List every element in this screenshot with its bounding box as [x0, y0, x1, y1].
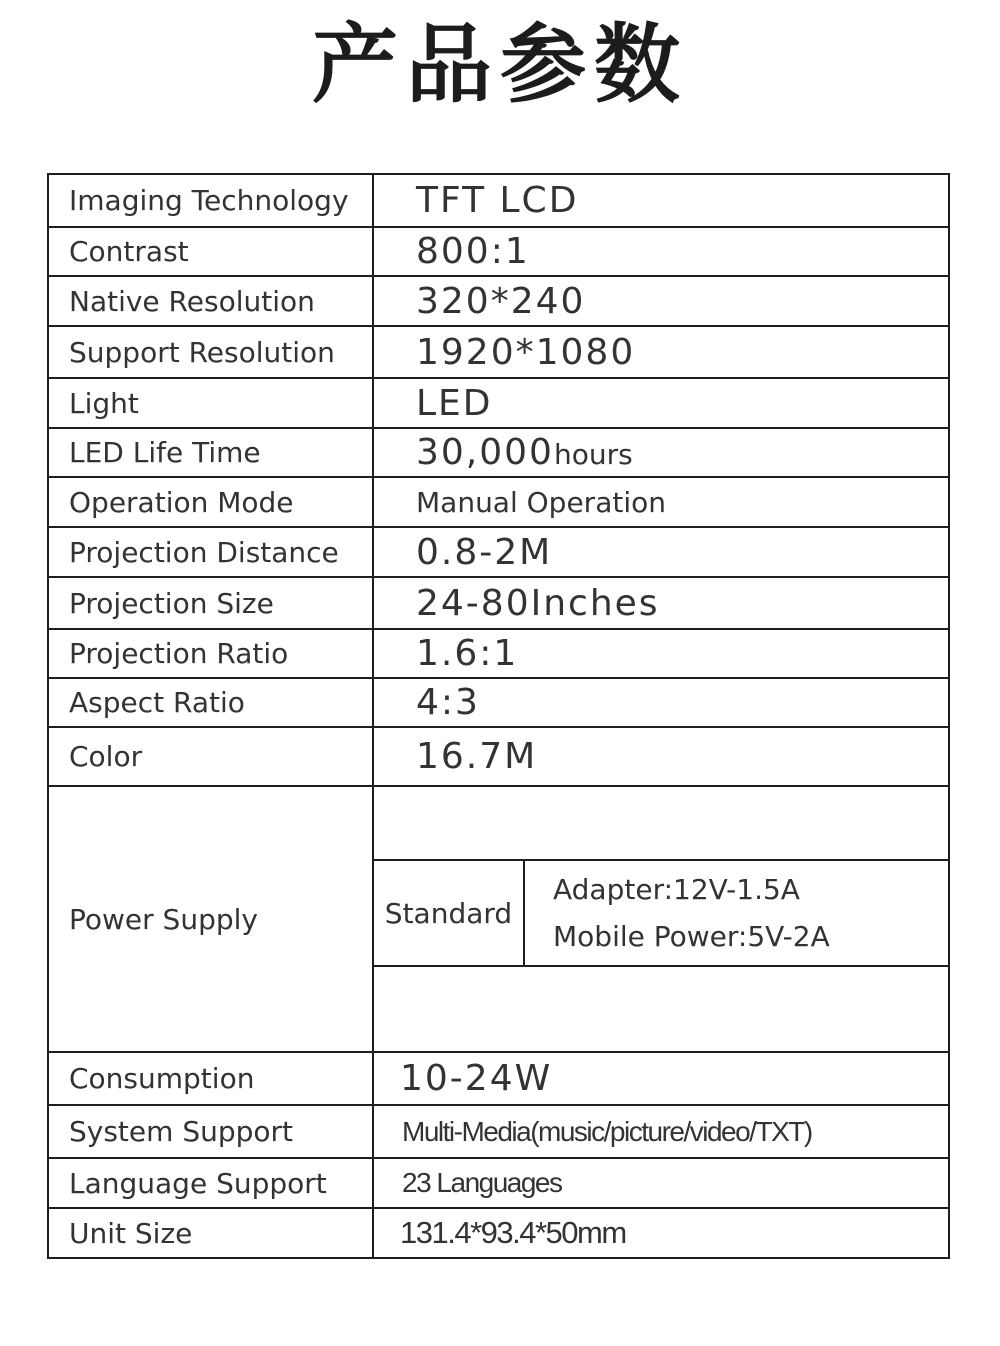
table-row: [48, 577, 949, 629]
spec-value: Manual Operation: [373, 477, 949, 527]
mobile-power-spec: Mobile Power:5V-2A: [553, 920, 830, 953]
spec-value: 1.6:1: [373, 629, 949, 678]
standard-label: Standard: [374, 861, 525, 965]
table-row: [48, 477, 949, 527]
spec-label: Projection Ratio: [48, 629, 373, 678]
table-row: [48, 727, 949, 786]
spec-label: Support Resolution: [48, 326, 373, 378]
table-row: [48, 1158, 949, 1208]
spec-value: 16.7M: [373, 727, 949, 786]
power-supply-row: [48, 786, 949, 1052]
table-row: [48, 378, 949, 428]
spec-value: 4:3: [373, 678, 949, 727]
spec-label: Unit Size: [48, 1208, 373, 1258]
spec-value: Multi-Media(music/picture/video/TXT): [373, 1105, 949, 1158]
spec-label: Power Supply: [48, 786, 373, 1052]
spec-label: System Support: [48, 1105, 373, 1158]
spec-value: 10-24W: [373, 1052, 949, 1105]
spec-label: Projection Size: [48, 577, 373, 629]
adapter-spec: Adapter:12V-1.5A: [553, 873, 800, 906]
spec-label: LED Life Time: [48, 428, 373, 477]
table-row: [48, 326, 949, 378]
table-row: [48, 428, 949, 477]
spec-label: Language Support: [48, 1158, 373, 1208]
spec-label: Operation Mode: [48, 477, 373, 527]
table-row: [48, 527, 949, 577]
spec-value: LED: [373, 378, 949, 428]
spec-label: Contrast: [48, 227, 373, 276]
power-supply-detail: [373, 786, 949, 1052]
table-row: [48, 1105, 949, 1158]
page-title: 产品参数: [312, 15, 688, 115]
spec-label: Aspect Ratio: [48, 678, 373, 727]
standard-values: [525, 861, 948, 965]
spec-value: 1920*1080: [373, 326, 949, 378]
power-supply-inner: [374, 787, 948, 1051]
spec-value: 23 Languages: [373, 1158, 949, 1208]
table-row: [48, 227, 949, 276]
spec-label: Light: [48, 378, 373, 428]
table-row: [48, 629, 949, 678]
spec-value: 800:1: [373, 227, 949, 276]
spec-value: 24-80Inches: [373, 577, 949, 629]
standard-row: [374, 859, 948, 967]
spec-label: Consumption: [48, 1052, 373, 1105]
spec-label: Projection Distance: [48, 527, 373, 577]
spec-value: [373, 428, 949, 477]
spec-label: Imaging Technology: [48, 174, 373, 227]
table-row: [48, 1208, 949, 1258]
spec-table: [47, 173, 950, 1259]
spec-value-unit: hours: [553, 438, 633, 471]
spec-value: 0.8-2M: [373, 527, 949, 577]
table-row: [48, 174, 949, 227]
spec-label: Color: [48, 727, 373, 786]
table-row: [48, 276, 949, 326]
spec-label: Native Resolution: [48, 276, 373, 326]
spec-value: 320*240: [373, 276, 949, 326]
table-row: [48, 678, 949, 727]
table-row: [48, 1052, 949, 1105]
spec-value: 131.4*93.4*50mm: [373, 1208, 949, 1258]
spec-value-number: 30,000: [416, 432, 554, 473]
spec-value: TFT LCD: [373, 174, 949, 227]
